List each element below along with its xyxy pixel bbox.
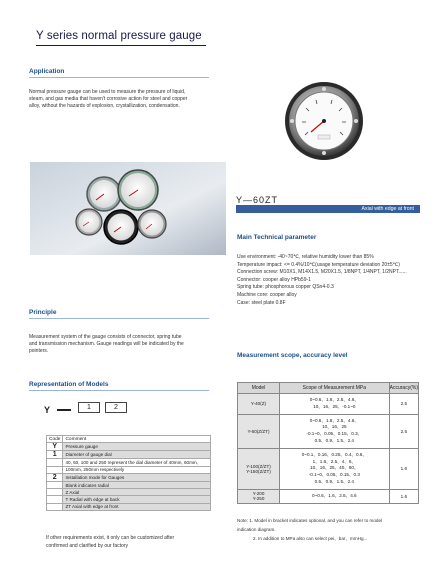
model-cell: Y-100(Z/ZT) Y-150(Z/ZT) [238,448,280,489]
code-row [47,436,211,443]
scope-cell: 0~0.6、1.6、2.5、4.6、 10、16、25、-0.1~0 [280,394,390,415]
model-box-2: 2 [105,402,127,413]
technical-line: Temperature impact: <= 0.4%/10℃(usage temperature deviation 20±5℃) [237,261,400,268]
page-title: Y series normal pressure gauge [36,30,202,42]
header-accuracy: Accuracy(%) [389,383,418,394]
model-cell: Y-40(Z) [238,394,280,415]
technical-list [237,254,427,307]
model-cell: Y-200 Y-250 [238,489,280,503]
measurement-row [238,489,419,503]
comment-cell: 40, 60, 100 and 250 represent the dial diameter of 40mm, 60mm, [63,459,211,466]
accuracy-cell: 1.6 [389,448,418,489]
header-model: Model [238,383,280,394]
accuracy-cell: 1.6 [389,489,418,503]
comment-cell: T Radial with edge at back [63,496,211,503]
code-row [47,459,211,466]
comment-cell: Z Axial [63,489,211,496]
principle-line: and transmission mechanism. Gauge readings will be indicated by the [29,341,184,348]
comment-cell: 100mm, 250mm respectively [63,466,211,473]
code-row [47,473,211,481]
code-row [47,451,211,459]
technical-line: Case: steel plate 0.8F [237,299,286,306]
note-line: 2. In addition to MPa also can select pei、bar、mmHg... [253,536,368,541]
code-cell [47,496,63,503]
model-letter: Y [44,405,51,415]
application-line: steam, and gas media that haven't corrosive action for steel and copper [29,96,188,103]
model-cell: Y-60(Z/ZT) [238,414,280,448]
code-row [47,481,211,488]
scope-cell: 0~0.1、0.16、0.25、0.4、0.6、 1、1.6、2.5、4、6、 10、16、25、40、60、 -0.1~0、0.05、0.15、0.3 0.5、0.9、1.5、2.4 [280,448,390,489]
note-line: indication diagram. [237,527,276,532]
application-text [29,89,229,111]
code-cell [47,503,63,510]
scope-cell: 0~0.6、1.6、2.5、4.6 [280,489,390,503]
comment-cell: Diameter of gauge dial [63,451,211,459]
photo-gauge-4 [104,210,138,244]
model-box-1: 1 [78,402,100,413]
photo-gauge-1 [87,177,121,211]
measurement-row [238,414,419,448]
code-cell [47,466,63,473]
representation-heading: Representation of Models [29,381,109,388]
comment-cell: Blank indicates radial [63,481,211,488]
comment-cell: Pressure gauge [63,443,211,451]
representation-divider [29,390,209,391]
code-row [47,503,211,510]
photo-gauge-3 [76,209,102,235]
application-line: Normal pressure gauge can be used to measure the pressure of liquid, [29,89,186,95]
principle-text [29,334,229,356]
footer-line: If other requirements exist, it only can be customized after [46,535,175,541]
code-row [47,443,211,451]
code-row [47,466,211,473]
technical-line: Connection screw: M10X1, M14X1.5, M20X1.5, 1/8NPT, 1/4NPT, 1/2NPT...... [237,269,407,276]
code-cell [47,489,63,496]
photo-gauge-2 [118,170,158,210]
comment-cell: Comment [63,436,211,443]
photo-gauge-5 [138,210,166,238]
measurement-row [238,448,419,489]
measurement-notes [237,516,432,543]
measurement-heading: Measurement scope, accuracy level [237,352,348,359]
principle-divider [29,318,209,319]
footer-line: confirmed and clarified by our factory [46,543,128,549]
representation-footer [46,534,246,550]
measurement-row [238,394,419,415]
code-row [47,496,211,503]
product-caption: Axial with edge at front [361,206,414,212]
product-model: Y—60ZT [236,195,279,205]
scope-cell: 0~0.6、1.6、2.5、4.6、 10、16、25 -0.1~0、0.05、0.15、0.3、 0.5、0.9、1.5、2.4 [280,414,390,448]
code-cell [47,481,63,488]
measurement-table [237,382,419,504]
accuracy-cell: 2.5 [389,394,418,415]
code-cell [47,459,63,466]
application-heading: Application [29,68,65,75]
code-cell: Code [47,436,63,443]
technical-line: Use environment: -40~70℃, relative humidity lower than 85% [237,254,374,260]
gauges-photo [30,162,226,255]
technical-line: Connector: cooper alloy HPb59-1 [237,276,311,283]
title-divider [36,45,206,46]
comment-cell: Installation mode for Gauges [63,473,211,481]
model-code-table [46,435,211,511]
principle-line: Measurement system of the gauge consists of connector, spring tube [29,334,182,340]
model-dash [57,409,71,411]
principle-heading: Principle [29,309,57,316]
comment-cell: ZT Axial with edge at front [63,503,211,510]
product-caption-bar [236,205,420,213]
principle-line: pointers. [29,348,49,355]
code-cell: 2 [47,473,63,481]
accuracy-cell: 2.5 [389,414,418,448]
note-line: Note: 1. Model in bracket indicates optional, and you can refer to model [237,518,383,523]
technical-line: Spring tube: phosphorous copper QSn4-0.3 [237,284,334,291]
code-cell: Y [47,443,63,451]
application-divider [29,77,209,78]
technical-heading: Main Technical parameter [237,234,317,241]
product-gauge-image [283,80,365,162]
code-cell: 1 [47,451,63,459]
technical-line: Machine core: cooper alloy [237,291,297,298]
code-row [47,489,211,496]
application-line: alloy, without the hazards of explosion, crystallization, condensation. [29,103,180,110]
header-scope: Scope of Measurement MPa [280,383,390,394]
